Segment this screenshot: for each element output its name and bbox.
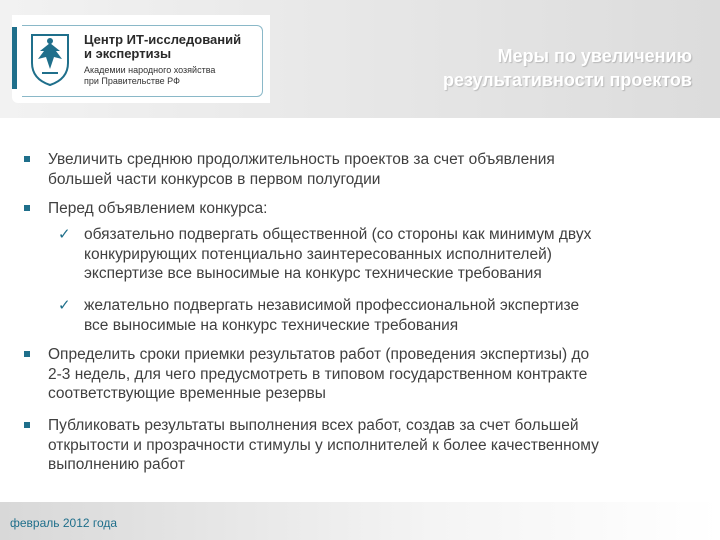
- logo: [12, 15, 270, 103]
- bullet-line: открытости и прозрачности стимулы у исполнителей к более качественному: [48, 436, 599, 454]
- logo-title-line: Центр ИТ-исследований: [84, 32, 242, 47]
- bullet-line: соответствующие временные резервы: [48, 385, 326, 402]
- bullet-marker: [24, 422, 30, 428]
- header-band: [0, 0, 720, 118]
- footer-date: февраль 2012 года: [10, 516, 118, 530]
- bullet-marker: [24, 205, 30, 211]
- slide-title-line: результативности проектов: [442, 70, 692, 90]
- check-icon: ✓: [58, 297, 71, 314]
- bullet-line: Перед объявлением конкурса:: [48, 200, 268, 217]
- bullet-marker: [24, 156, 30, 162]
- logo-subtitle-line: при Правительстве РФ: [84, 76, 180, 86]
- sub-item-line: конкурирующих потенциально заинтересованных исполнителей): [84, 245, 552, 263]
- logo-title-line: и экспертизы: [84, 46, 172, 61]
- sub-item-line: обязательно подвергать общественной (со стороны как минимум двух: [84, 226, 592, 243]
- sub-item: [58, 296, 694, 335]
- bullet-item: [48, 150, 698, 189]
- sub-item: [58, 225, 694, 284]
- bullet-item: [48, 199, 698, 219]
- bullet-line: Определить сроки приемки результатов работ (проведения экспертизы) до: [48, 346, 590, 363]
- bullet-line: Увеличить среднюю продолжительность проектов за счет объявления: [48, 151, 555, 168]
- sub-item-line: все выносимые на конкурс технические требования: [84, 316, 459, 334]
- bullet-item: [48, 345, 698, 404]
- bullet-line: 2-3 недель, для чего предусмотреть в типовом государственном контракте: [48, 365, 588, 383]
- bullet-line: большей части конкурсов в первом полугодии: [48, 170, 381, 188]
- bullet-marker: [24, 351, 30, 357]
- slide-title: [272, 44, 692, 92]
- logo-stripe: [12, 27, 17, 89]
- logo-subtitle: [84, 65, 264, 87]
- slide-title-line: Меры по увеличению: [497, 46, 692, 66]
- emblem-icon: [28, 29, 72, 87]
- logo-subtitle-line: Академии народного хозяйства: [84, 65, 216, 75]
- check-icon: ✓: [58, 226, 71, 243]
- bullet-line: Публиковать результаты выполнения всех работ, создав за счет большей: [48, 417, 579, 434]
- sub-item-line: желательно подвергать независимой профессиональной экспертизе: [84, 297, 580, 314]
- sub-item-line: экспертизе все выносимые на конкурс технические требования: [84, 265, 542, 282]
- bullet-line: выполнению работ: [48, 456, 185, 473]
- bullet-item: [48, 416, 698, 475]
- logo-title: [84, 33, 264, 61]
